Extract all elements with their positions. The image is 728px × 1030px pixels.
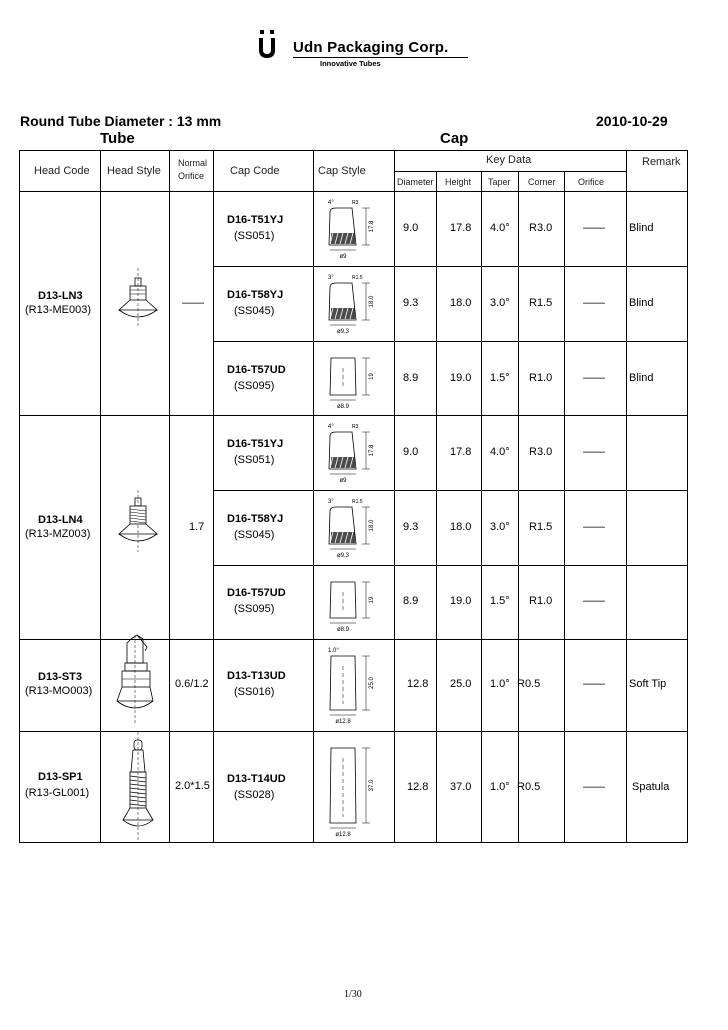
cap-drawing-angle-label: 3°	[328, 275, 334, 281]
document-title: Round Tube Diameter : 13 mm	[20, 113, 222, 129]
col-divider	[436, 171, 437, 842]
cap-drawing-diameter-label: ø12.8	[335, 832, 351, 838]
cap-taper: 1.5°	[490, 371, 510, 384]
company-tagline: Innovative Tubes	[320, 59, 381, 68]
cap-drawing-radius-label: R1.5	[352, 275, 363, 281]
cap-orifice: ——	[583, 371, 605, 384]
cap-code: D16-T51YJ	[227, 213, 284, 226]
cap-style-drawing	[314, 344, 384, 411]
tube-ref: (R13-GL001)	[25, 787, 90, 799]
cap-ref: (SS051)	[234, 453, 275, 466]
cap-diameter: 9.3	[403, 296, 419, 309]
cap-remark: Blind	[629, 371, 654, 384]
header-rule	[293, 57, 468, 58]
cap-drawing-diameter-label: ø9	[339, 478, 347, 484]
cap-drawing-height-label: 17.8	[369, 444, 375, 457]
cap-diameter: 9.3	[403, 520, 419, 533]
cap-height: 18.0	[450, 296, 472, 309]
subheader-rule	[394, 171, 626, 172]
cap-corner: R1.5	[529, 296, 553, 309]
cap-code: D16-T57UD	[227, 587, 286, 599]
tube-code: D13-SP1	[38, 771, 83, 783]
cap-taper: 1.5°	[490, 595, 510, 607]
cap-height: 17.8	[450, 445, 472, 458]
cap-style-drawing	[314, 642, 384, 726]
col-divider	[626, 151, 627, 842]
cap-diameter: 8.9	[403, 595, 419, 607]
tube-code: D13-LN3	[38, 290, 83, 302]
cap-drawing-diameter-label: ø9.3	[336, 329, 350, 335]
cap-orifice: ——	[583, 678, 605, 690]
cap-corner: R1.0	[529, 595, 553, 607]
cap-height: 18.0	[450, 520, 472, 533]
cap-ref: (SS095)	[234, 603, 275, 615]
col-orifice: Orifice	[178, 171, 205, 181]
cap-code: D16-T58YJ	[227, 288, 284, 301]
cap-taper: 4.0°	[490, 221, 510, 234]
company-logo	[256, 30, 278, 60]
col-divider	[394, 151, 395, 842]
cap-corner: R0.5	[517, 678, 541, 690]
cap-drawing-height-label: 37.0	[369, 779, 375, 792]
cap-orifice: ——	[583, 445, 605, 458]
cap-drawing-angle-label: 4°	[328, 200, 334, 206]
col-orifice-sub: Orifice	[578, 177, 605, 187]
cap-drawing-radius-label: R3	[352, 200, 359, 206]
cap-diameter: 9.0	[403, 445, 419, 458]
page-number: 1/30	[344, 989, 362, 1000]
cap-drawing-diameter-label: ø8.9	[336, 627, 350, 633]
tube-code: D13-LN4	[38, 514, 83, 526]
cap-taper: 4.0°	[490, 445, 510, 458]
cap-code: D16-T57UD	[227, 363, 286, 376]
col-diameter: Diameter	[397, 177, 434, 187]
cap-orifice: ——	[583, 520, 605, 533]
group-tube-heading: Tube	[100, 130, 135, 147]
cap-ref: (SS051)	[234, 229, 275, 242]
col-divider	[100, 151, 101, 842]
cap-remark: Blind	[629, 221, 654, 234]
cap-drawing-height-label: 19	[369, 596, 375, 604]
cap-remark: Spatula	[632, 780, 670, 793]
cap-taper: 1.0°	[490, 780, 510, 793]
col-divider	[518, 171, 519, 842]
cap-taper: 1.0°	[490, 678, 510, 690]
cap-style-drawing	[314, 418, 384, 485]
tube-ref: (R13-MO003)	[25, 685, 93, 697]
cap-drawing-angle-label: 4°	[328, 424, 334, 430]
cap-code: D16-T51YJ	[227, 437, 284, 450]
cap-corner: R0.5	[517, 780, 541, 793]
header-rule	[20, 191, 687, 192]
cap-orifice: ——	[583, 595, 605, 607]
cap-ref: (SS045)	[234, 304, 275, 317]
head-style-sp1-drawing	[115, 732, 161, 842]
cap-height: 17.8	[450, 221, 472, 234]
row-divider	[213, 266, 687, 267]
row-divider	[213, 341, 687, 342]
cap-ref: (SS095)	[234, 379, 275, 392]
cap-drawing-height-label: 25.0	[369, 677, 375, 689]
cap-drawing-radius-label: R3	[352, 424, 359, 430]
col-key-data: Key Data	[486, 154, 532, 166]
row-divider	[20, 415, 687, 416]
tube-ref: (R13-MZ003)	[25, 528, 91, 540]
col-divider	[169, 151, 170, 842]
cap-drawing-diameter-label: ø12.8	[335, 719, 351, 725]
col-remark: Remark	[642, 156, 681, 168]
row-divider	[213, 490, 687, 491]
company-name: Udn Packaging Corp.	[293, 39, 449, 56]
col-cap-code: Cap Code	[230, 165, 280, 177]
cap-drawing-height-label: 19	[369, 373, 375, 380]
tube-orifice: 1.7	[189, 521, 205, 533]
col-head-style: Head Style	[107, 165, 161, 177]
cap-taper: 3.0°	[490, 520, 510, 533]
row-divider	[213, 565, 687, 566]
cap-drawing-height-label: 18.0	[369, 295, 375, 308]
tube-code: D13-ST3	[38, 671, 83, 683]
cap-corner: R3.0	[529, 221, 553, 234]
tube-ref: (R13-ME003)	[25, 304, 92, 316]
cap-orifice: ——	[583, 780, 605, 793]
cap-drawing-angle-label: 3°	[328, 499, 334, 505]
cap-corner: R1.5	[529, 520, 553, 533]
cap-orifice: ——	[583, 221, 605, 234]
cap-drawing-angle-label: 1.0°	[328, 648, 339, 654]
cap-style-drawing	[314, 269, 384, 336]
cap-orifice: ——	[583, 296, 605, 309]
cap-height: 19.0	[450, 371, 472, 384]
col-cap-style: Cap Style	[318, 165, 366, 177]
cap-ref: (SS045)	[234, 528, 275, 541]
head-style-ln3-drawing	[115, 268, 161, 328]
cap-remark: Soft Tip	[629, 678, 667, 690]
col-divider	[481, 171, 482, 842]
cap-diameter: 9.0	[403, 221, 419, 234]
cap-corner: R1.0	[529, 371, 553, 384]
cap-drawing-diameter-label: ø9	[339, 254, 347, 260]
cap-drawing-radius-label: R1.5	[352, 499, 363, 505]
cap-code: D13-T13UD	[227, 670, 286, 682]
cap-code: D16-T58YJ	[227, 512, 284, 525]
col-normal: Normal	[178, 158, 208, 168]
cap-drawing-diameter-label: ø9.3	[336, 553, 350, 559]
cap-corner: R3.0	[529, 445, 553, 458]
cap-diameter: 12.8	[407, 780, 429, 793]
col-corner: Corner	[528, 177, 556, 187]
cap-style-drawing	[314, 734, 384, 839]
cap-ref: (SS028)	[234, 788, 275, 801]
col-height: Height	[445, 177, 472, 187]
col-head-code: Head Code	[34, 165, 90, 177]
cap-height: 19.0	[450, 595, 472, 607]
head-style-ln4-drawing	[115, 490, 161, 552]
cap-drawing-height-label: 18.0	[369, 519, 375, 532]
cap-drawing-diameter-label: ø8.9	[336, 404, 350, 410]
cap-diameter: 8.9	[403, 371, 419, 384]
cap-style-drawing	[314, 568, 384, 634]
cap-code: D13-T14UD	[227, 772, 286, 785]
tube-orifice: ——	[182, 297, 204, 309]
tube-orifice: 2.0*1.5	[175, 780, 210, 792]
cap-height: 37.0	[450, 780, 472, 793]
cap-remark: Blind	[629, 296, 654, 309]
cap-style-drawing	[314, 194, 384, 261]
cap-ref: (SS016)	[234, 686, 275, 698]
col-taper: Taper	[488, 177, 511, 187]
cap-height: 25.0	[450, 678, 472, 690]
cap-style-drawing	[314, 493, 384, 560]
group-cap-heading: Cap	[440, 130, 469, 147]
tube-orifice: 0.6/1.2	[175, 678, 209, 690]
head-style-st3-drawing	[113, 633, 163, 725]
cap-drawing-height-label: 17.8	[369, 220, 375, 233]
col-divider	[213, 151, 214, 842]
col-divider	[564, 171, 565, 842]
cap-diameter: 12.8	[407, 678, 429, 690]
document-date: 2010-10-29	[596, 113, 668, 129]
cap-taper: 3.0°	[490, 296, 510, 309]
